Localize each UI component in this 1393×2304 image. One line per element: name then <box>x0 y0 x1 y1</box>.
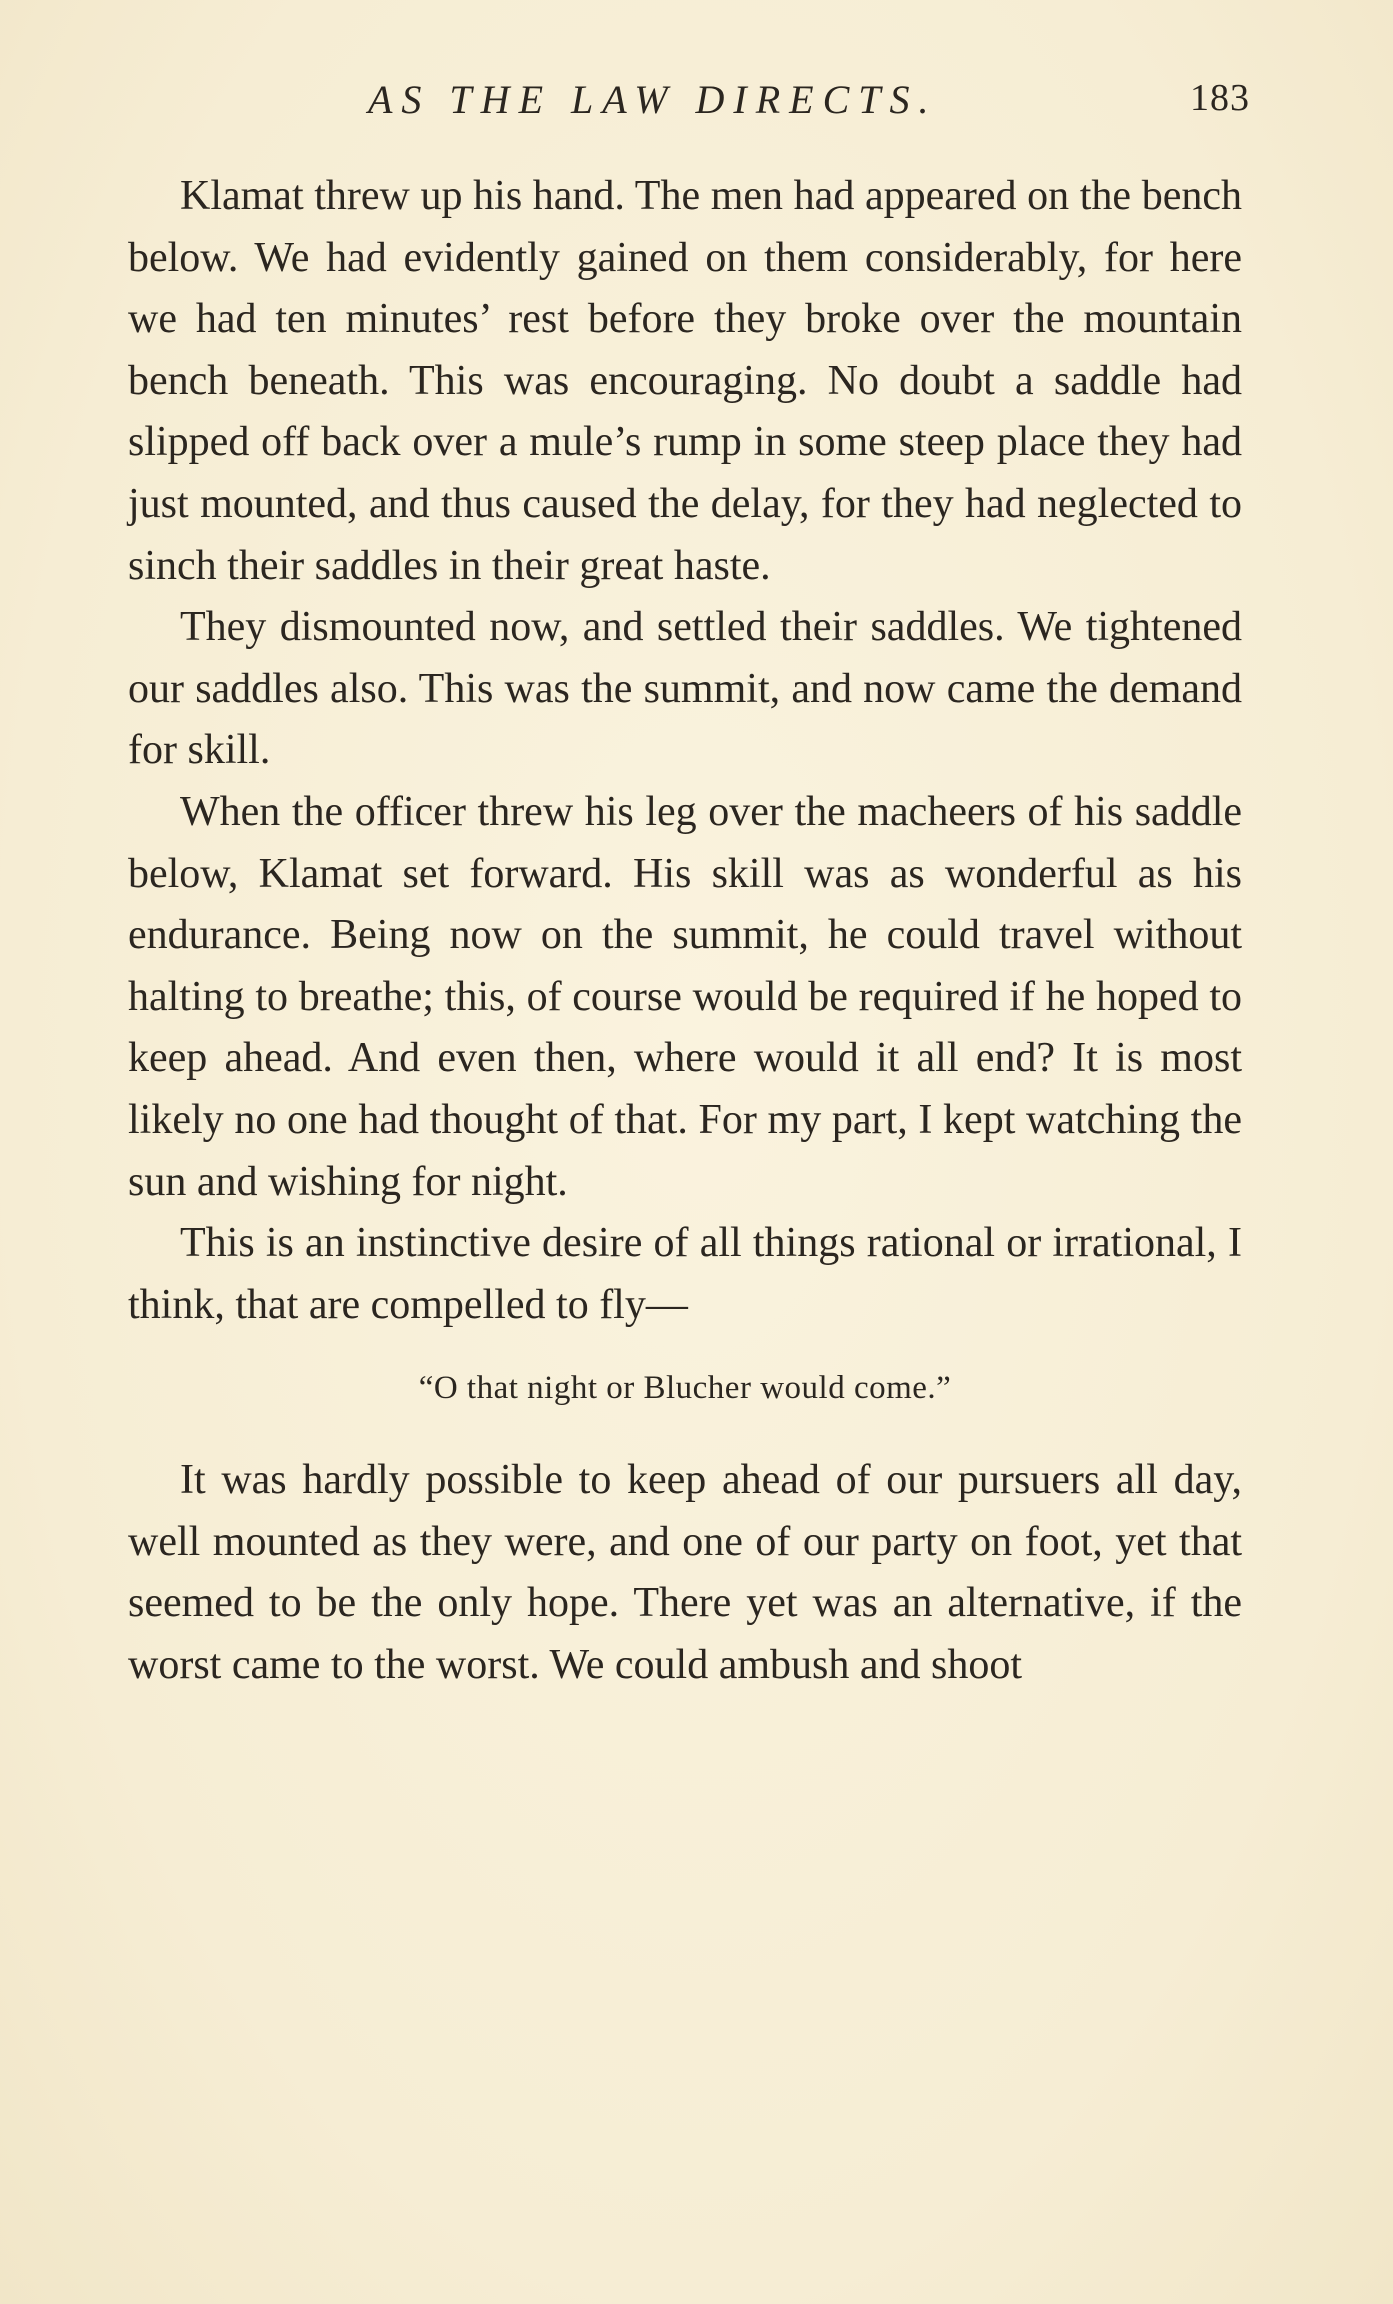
body-text <box>128 166 1242 1697</box>
paragraph-4: This is an instinctive desire of all things rational or irrational, I think, that are compelled to fly— <box>128 1220 1242 1328</box>
paragraph-3: When the officer threw his leg over the macheers of his saddle below, Klamat set forward. His skill was as wonderful as his endurance. Being now on the summit, he could travel without halting to breathe; this, of course would be required if he hoped to keep ahead. And even then, where would it all end? It is most likely no one had thought of that. For my part, I kept watching the sun and wishing for night. <box>128 788 1242 1205</box>
paragraph-2: They dismounted now, and settled their saddles. We tightened our saddles also. This was the summit, and now came the demand for skill. <box>128 604 1242 774</box>
page-header <box>128 76 1250 136</box>
paragraph-5: It was hardly possible to keep ahead of our pursuers all day, well mounted as they were, and one of our party on foot, yet that seemed to be the only hope. There yet was an alternative, if the worst came to the worst. We could ambush and shoot <box>128 1457 1242 1689</box>
paragraph-1: Klamat threw up his hand. The men had appeared on the bench below. We had evidently gained on them considerably, for here we had ten minutes’ rest before they broke over the mountain bench beneath. This was encouraging. No doubt a saddle had slipped off back over a mule’s rump in some steep place they had just mounted, and thus caused the delay, for they had neglected to sinch their saddles in their great haste. <box>128 173 1242 589</box>
running-head-title: AS THE LAW DIRECTS. <box>368 77 938 122</box>
block-quote: “O that night or Blucher would come.” <box>418 1370 952 1407</box>
page-number: 183 <box>1190 77 1250 119</box>
